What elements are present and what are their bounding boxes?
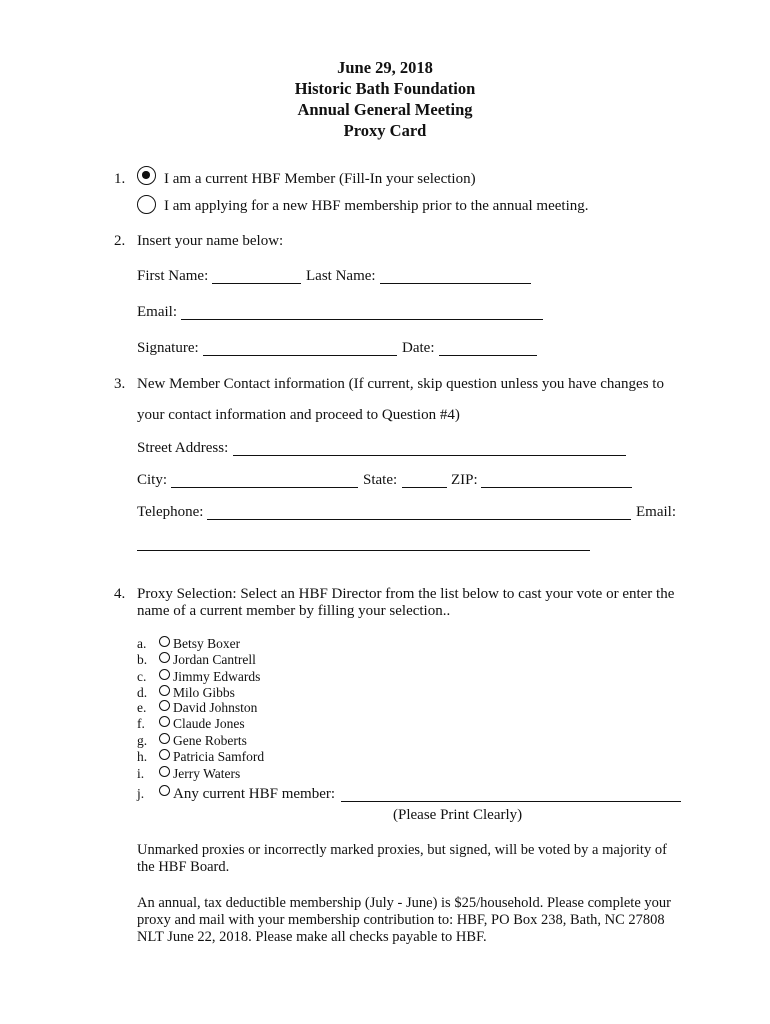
q1-number: 1.	[114, 171, 126, 187]
q3-prompt-line2: your contact information and proceed to Question #4)	[137, 407, 460, 423]
membership-note: An annual, tax deductible membership (July - June) is $25/household. Please complete your proxy and mail with your membership contribution to: HBF, PO Box 238, Bath, NC 27808 NLT June 22, 2018. Please make all checks payable to HBF.	[137, 895, 671, 945]
q2-number: 2.	[114, 233, 126, 249]
header-meeting: Annual General Meeting	[297, 100, 473, 119]
radio-other-member[interactable]	[159, 785, 170, 796]
q4-prompt-line2: name of a current member by filling your selection..	[137, 603, 451, 619]
header-date: June 29, 2018	[337, 58, 433, 77]
signature-field[interactable]	[203, 355, 397, 356]
radio-selected-dot	[142, 171, 149, 178]
director-letter: h.	[137, 749, 148, 764]
director-letter: d.	[137, 685, 148, 700]
q3-prompt-line1: New Member Contact information (If current, skip question unless you have changes to	[137, 376, 664, 392]
director-name: David Johnston	[173, 700, 258, 715]
city-field[interactable]	[171, 487, 358, 488]
director-letter: i.	[137, 766, 145, 781]
state-label: State:	[363, 472, 398, 488]
radio-director-claude-jones[interactable]	[159, 716, 170, 727]
other-member-letter: j.	[137, 786, 145, 801]
q4-prompt-line1: Proxy Selection: Select an HBF Director from the list below to cast your vote or enter the	[137, 586, 675, 602]
unmarked-proxies-note: Unmarked proxies or incorrectly marked proxies, but signed, will be voted by a majority of the HBF Board.	[137, 842, 667, 875]
email-field[interactable]	[181, 319, 543, 320]
q1-option-new-label: I am applying for a new HBF membership prior to the annual meeting.	[164, 198, 589, 214]
city-label: City:	[137, 472, 168, 488]
state-field[interactable]	[402, 487, 447, 488]
contact-email-field[interactable]	[137, 550, 590, 551]
director-name: Milo Gibbs	[173, 685, 235, 700]
contact-email-label: Email:	[636, 504, 676, 520]
signature-label: Signature:	[137, 340, 199, 356]
q2-prompt: Insert your name below:	[137, 233, 284, 249]
director-letter: f.	[137, 716, 145, 731]
q4-number: 4.	[114, 586, 126, 602]
radio-director-david-johnston[interactable]	[159, 700, 170, 711]
last-name-label: Last Name:	[306, 268, 376, 284]
director-name: Patricia Samford	[173, 749, 265, 764]
radio-new-member[interactable]	[137, 195, 156, 214]
director-letter: c.	[137, 669, 147, 684]
email-label: Email:	[137, 304, 177, 320]
director-letter: b.	[137, 652, 148, 667]
street-address-label: Street Address:	[137, 440, 229, 456]
director-name: Betsy Boxer	[173, 636, 241, 651]
director-name: Jerry Waters	[173, 766, 241, 781]
telephone-field[interactable]	[207, 519, 631, 520]
director-letter: e.	[137, 700, 147, 715]
radio-director-jordan-cantrell[interactable]	[159, 652, 170, 663]
director-letter: g.	[137, 733, 148, 748]
last-name-field[interactable]	[380, 283, 531, 284]
director-name: Jordan Cantrell	[173, 652, 256, 667]
director-name: Jimmy Edwards	[173, 669, 261, 684]
director-name: Claude Jones	[173, 716, 245, 731]
radio-director-jimmy-edwards[interactable]	[159, 669, 170, 680]
other-member-field[interactable]	[341, 801, 681, 802]
print-clearly-note: (Please Print Clearly)	[393, 807, 523, 823]
q1-option-current-label: I am a current HBF Member (Fill-In your selection)	[164, 171, 476, 187]
radio-current-member[interactable]	[137, 166, 156, 185]
page-title: Proxy Card	[343, 121, 427, 140]
radio-director-milo-gibbs[interactable]	[159, 685, 170, 696]
header-organization: Historic Bath Foundation	[294, 79, 476, 98]
telephone-label: Telephone:	[137, 504, 204, 520]
radio-director-gene-roberts[interactable]	[159, 733, 170, 744]
q3-number: 3.	[114, 376, 126, 392]
director-letter: a.	[137, 636, 147, 651]
radio-director-betsy-boxer[interactable]	[159, 636, 170, 647]
other-member-label: Any current HBF member:	[173, 786, 336, 802]
zip-label: ZIP:	[451, 472, 478, 488]
first-name-field[interactable]	[212, 283, 301, 284]
date-field[interactable]	[439, 355, 537, 356]
first-name-label: First Name:	[137, 268, 209, 284]
street-address-field[interactable]	[233, 455, 626, 456]
zip-field[interactable]	[481, 487, 632, 488]
date-label: Date:	[402, 340, 435, 356]
radio-director-patricia-samford[interactable]	[159, 749, 170, 760]
director-name: Gene Roberts	[173, 733, 247, 748]
radio-director-jerry-waters[interactable]	[159, 766, 170, 777]
